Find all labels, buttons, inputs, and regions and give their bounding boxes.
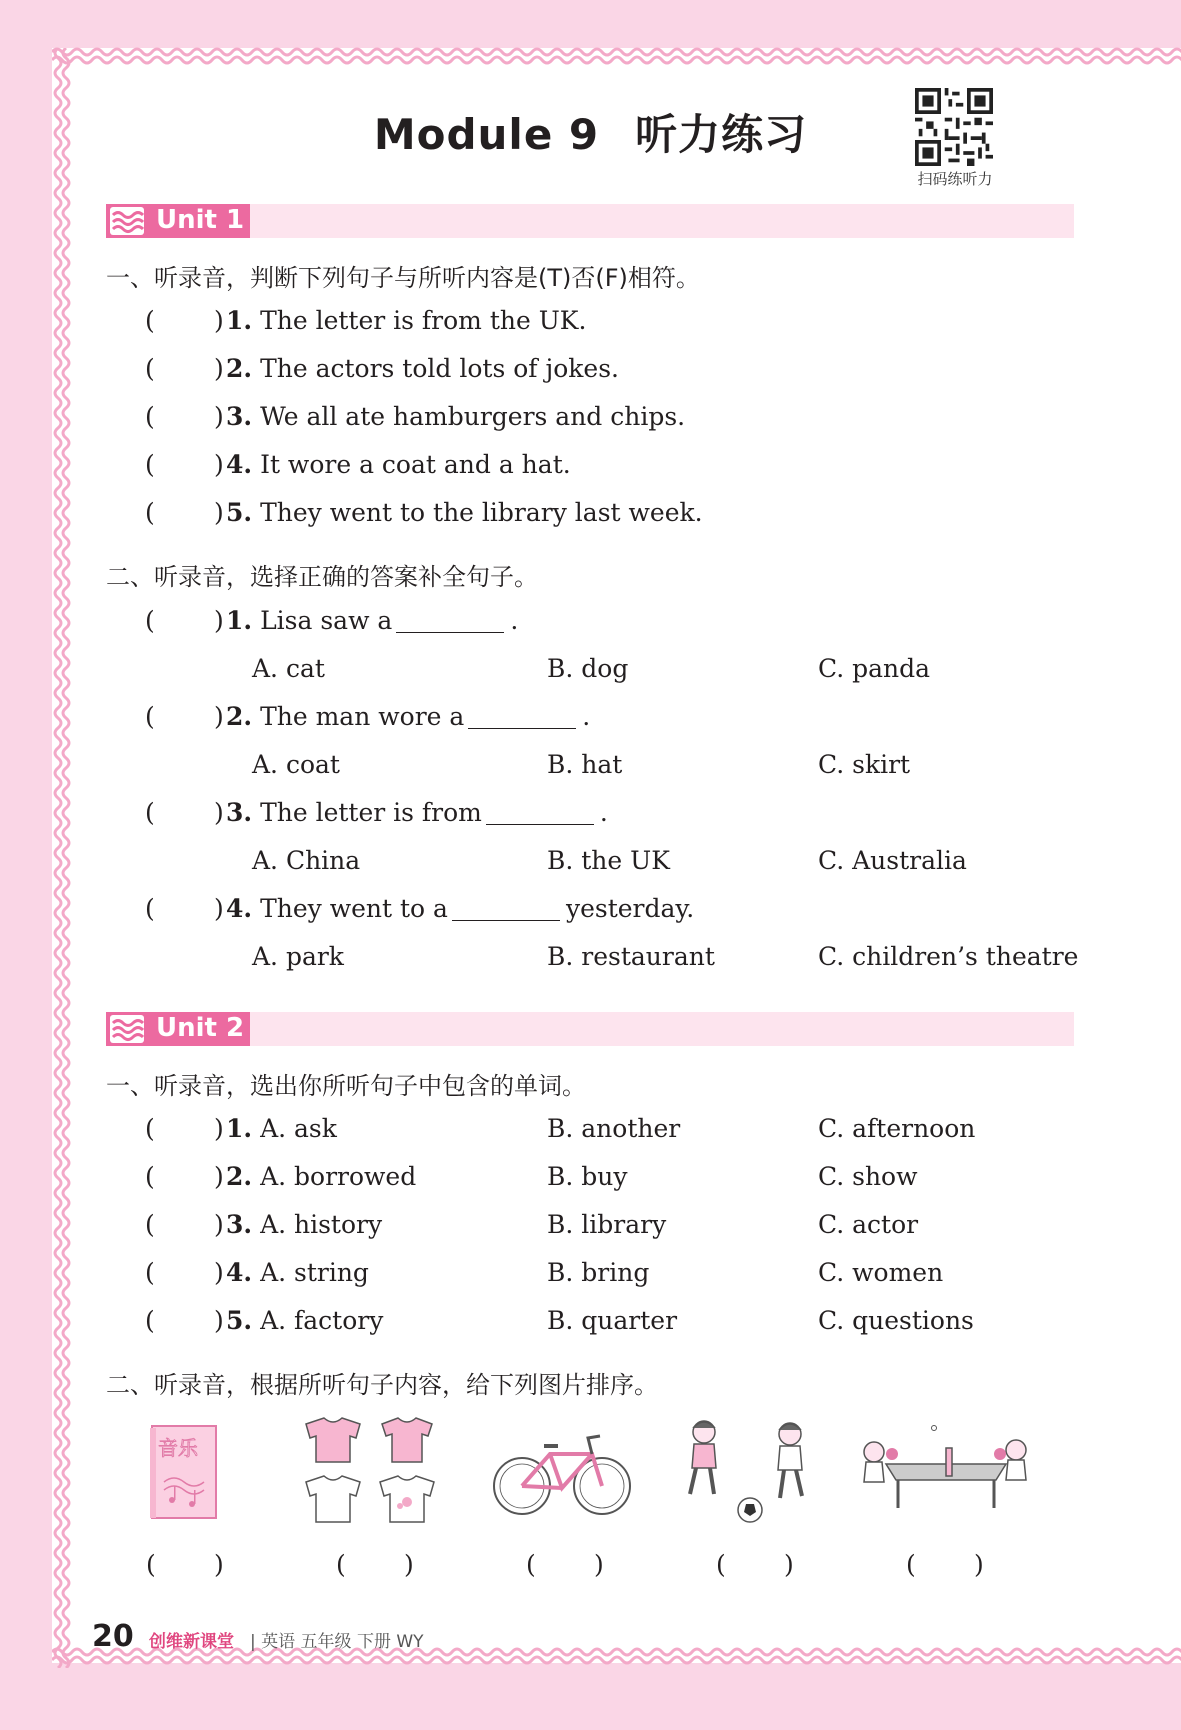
unit1-part2-heading: 二、听录音，选择正确的答案补全句子。 <box>106 563 538 591</box>
page-number: 20 <box>92 1619 134 1654</box>
question-item <box>226 1210 382 1239</box>
fill-blank[interactable] <box>486 802 594 825</box>
question-item <box>226 402 685 431</box>
unit2-part2-heading: 二、听录音，根据所听句子内容，给下列图片排序。 <box>106 1371 658 1399</box>
answer-paren-close: ) <box>214 450 224 479</box>
question-number: 2. <box>226 702 253 731</box>
picture-answer-close: ) <box>974 1550 984 1579</box>
answer-paren-open[interactable]: ( <box>145 1258 155 1287</box>
page-title <box>0 102 1181 162</box>
option-c: C. women <box>818 1258 944 1287</box>
fill-blank[interactable] <box>396 610 504 633</box>
question-number: 1. <box>226 606 253 635</box>
option-b: B. hat <box>547 750 623 779</box>
qr-caption: 扫码练听力 <box>917 170 993 188</box>
wave-lines-icon <box>110 207 144 235</box>
question-item <box>226 1258 369 1287</box>
option-a: A. ask <box>260 1114 337 1143</box>
question-item <box>226 354 619 383</box>
picture-answer-open[interactable]: ( <box>146 1550 156 1579</box>
topic-label: 听力练习 <box>635 110 808 159</box>
picture-answer-open[interactable]: ( <box>336 1550 346 1579</box>
answer-paren-open[interactable]: ( <box>145 306 155 335</box>
qr-code-icon[interactable] <box>915 88 993 166</box>
answer-paren-close: ) <box>214 1162 224 1191</box>
unit-1-label: Unit 1 <box>156 205 245 235</box>
footer-info: | 英语 五年级 下册 WY <box>250 1632 424 1652</box>
footer-brand: 创维新课堂 <box>149 1632 234 1652</box>
option-b: B. buy <box>547 1162 628 1191</box>
option-b: B. library <box>547 1210 667 1239</box>
answer-paren-open[interactable]: ( <box>145 1306 155 1335</box>
question-text: The letter is from the UK. <box>260 306 587 335</box>
question-text: The man wore a <box>260 702 465 731</box>
picture-answer-open[interactable]: ( <box>906 1550 916 1579</box>
answer-paren-open[interactable]: ( <box>145 798 155 827</box>
question-number: 4. <box>226 894 253 923</box>
unit-1-bar <box>106 204 1074 238</box>
option-b: B. restaurant <box>547 942 715 971</box>
answer-paren-open[interactable]: ( <box>145 354 155 383</box>
question-item <box>226 1162 416 1191</box>
question-item <box>226 606 518 635</box>
option-b: B. the UK <box>547 846 670 875</box>
question-text: The letter is from <box>260 798 482 827</box>
answer-paren-open[interactable]: ( <box>145 606 155 635</box>
option-c: C. Australia <box>818 846 967 875</box>
answer-paren-open[interactable]: ( <box>145 1114 155 1143</box>
option-c: C. show <box>818 1162 918 1191</box>
answer-paren-close: ) <box>214 402 224 431</box>
bicycle-icon <box>492 1426 632 1518</box>
answer-paren-close: ) <box>214 894 224 923</box>
picture-answer-close: ) <box>404 1550 414 1579</box>
book-title: 音乐 <box>158 1436 198 1460</box>
question-item <box>226 702 590 731</box>
top-wave-border <box>52 46 1181 72</box>
unit-1-tag <box>106 204 250 238</box>
picture-answer-close: ) <box>594 1550 604 1579</box>
question-item <box>226 1114 337 1143</box>
answer-paren-close: ) <box>214 702 224 731</box>
answer-paren-open[interactable]: ( <box>145 1210 155 1239</box>
answer-paren-open[interactable]: ( <box>145 702 155 731</box>
question-text: It wore a coat and a hat. <box>260 450 571 479</box>
option-a: A. string <box>260 1258 369 1287</box>
option-c: C. questions <box>818 1306 974 1335</box>
question-text: Lisa saw a <box>260 606 393 635</box>
table-tennis-icon <box>856 1424 1036 1520</box>
question-number: 1. <box>226 306 253 335</box>
question-number: 3. <box>226 1210 253 1239</box>
wave-lines-icon <box>110 1015 144 1043</box>
answer-paren-close: ) <box>214 1258 224 1287</box>
question-item <box>226 798 608 827</box>
question-number: 3. <box>226 402 253 431</box>
option-b: B. quarter <box>547 1306 678 1335</box>
option-a: A. China <box>252 846 361 875</box>
question-item <box>226 498 703 527</box>
answer-paren-open[interactable]: ( <box>145 894 155 923</box>
question-text-end: . <box>599 798 608 827</box>
module-label: Module 9 <box>373 110 600 159</box>
picture-answer-close: ) <box>784 1550 794 1579</box>
unit2-part1-heading: 一、听录音，选出你所听句子中包含的单词。 <box>106 1072 586 1100</box>
option-a: A. factory <box>260 1306 384 1335</box>
question-number: 5. <box>226 1306 253 1335</box>
option-b: B. dog <box>547 654 629 683</box>
question-number: 3. <box>226 798 253 827</box>
option-b: B. another <box>547 1114 681 1143</box>
option-a: A. borrowed <box>260 1162 417 1191</box>
option-a: A. history <box>260 1210 383 1239</box>
answer-paren-open[interactable]: ( <box>145 498 155 527</box>
option-c: C. children’s theatre <box>818 942 1079 971</box>
option-b: B. bring <box>547 1258 650 1287</box>
answer-paren-close: ) <box>214 498 224 527</box>
answer-paren-close: ) <box>214 1306 224 1335</box>
option-c: C. skirt <box>818 750 911 779</box>
fill-blank[interactable] <box>468 706 576 729</box>
question-number: 4. <box>226 1258 253 1287</box>
question-item <box>226 894 694 923</box>
option-a: A. park <box>252 942 344 971</box>
question-text-end: . <box>582 702 591 731</box>
question-item <box>226 450 571 479</box>
question-number: 1. <box>226 1114 253 1143</box>
question-item <box>226 1306 383 1335</box>
picture-answer-open[interactable]: ( <box>526 1550 536 1579</box>
picture-answer-close: ) <box>214 1550 224 1579</box>
question-text: We all ate hamburgers and chips. <box>260 402 686 431</box>
answer-paren-close: ) <box>214 606 224 635</box>
question-number: 5. <box>226 498 253 527</box>
question-item <box>226 306 586 335</box>
option-a: A. coat <box>252 750 340 779</box>
question-number: 4. <box>226 450 253 479</box>
option-c: C. afternoon <box>818 1114 976 1143</box>
answer-paren-close: ) <box>214 354 224 383</box>
answer-paren-close: ) <box>214 306 224 335</box>
question-text: They went to the library last week. <box>260 498 703 527</box>
unit1-part1-heading: 一、听录音，判断下列句子与所听内容是(T)否(F)相符。 <box>106 264 700 292</box>
t-shirts-icon <box>296 1414 444 1530</box>
answer-paren-close: ) <box>214 1210 224 1239</box>
question-text: They went to a <box>260 894 448 923</box>
question-text-end: . <box>510 606 519 635</box>
unit-2-tag <box>106 1012 250 1046</box>
question-number: 2. <box>226 1162 253 1191</box>
unit-2-label: Unit 2 <box>156 1013 245 1043</box>
unit-2-bar <box>106 1012 1074 1046</box>
answer-paren-open[interactable]: ( <box>145 1162 155 1191</box>
answer-paren-open[interactable]: ( <box>145 450 155 479</box>
picture-answer-open[interactable]: ( <box>716 1550 726 1579</box>
question-text-end: yesterday. <box>565 894 695 923</box>
answer-paren-close: ) <box>214 1114 224 1143</box>
question-number: 2. <box>226 354 253 383</box>
answer-paren-open[interactable]: ( <box>145 402 155 431</box>
boys-football-icon <box>680 1418 816 1526</box>
option-c: C. actor <box>818 1210 919 1239</box>
fill-blank[interactable] <box>452 898 560 921</box>
option-c: C. panda <box>818 654 931 683</box>
question-text: The actors told lots of jokes. <box>260 354 619 383</box>
answer-paren-close: ) <box>214 798 224 827</box>
left-wave-border <box>50 48 76 1668</box>
music-book-picture <box>148 1424 220 1520</box>
option-a: A. cat <box>252 654 325 683</box>
